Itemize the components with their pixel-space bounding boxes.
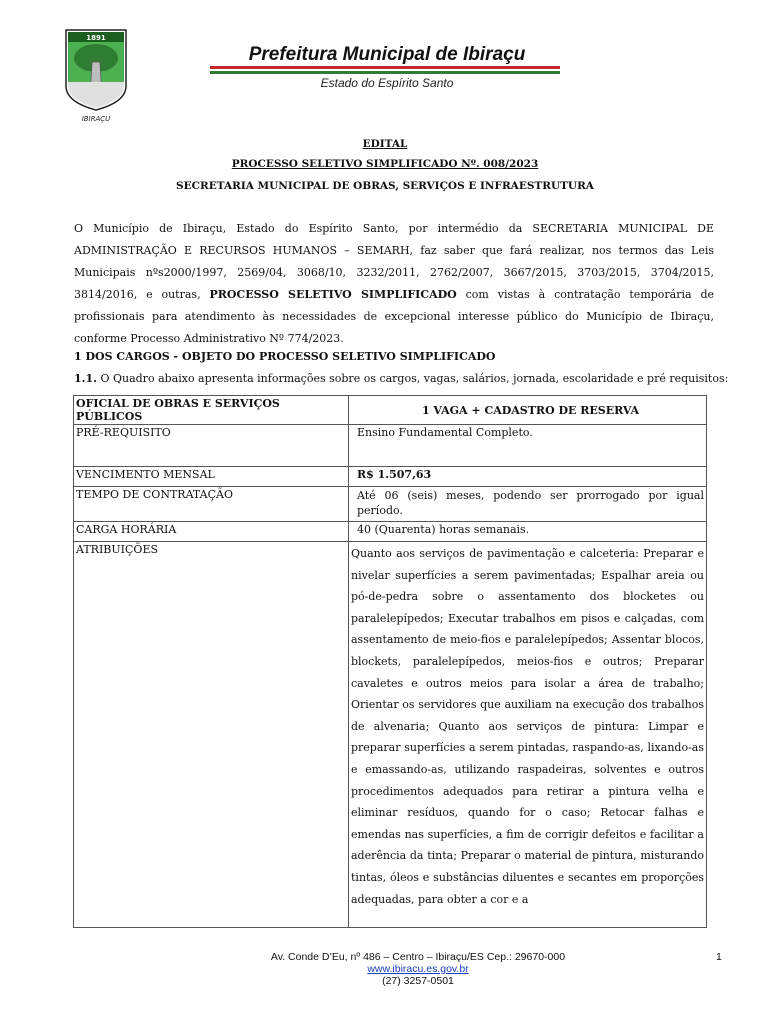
page-number: 1	[716, 951, 722, 963]
table-row	[74, 467, 707, 487]
edital-heading: EDITAL	[362, 138, 408, 150]
processo-heading: PROCESSO SELETIVO SIMPLIFICADO Nº. 008/2023	[231, 158, 539, 170]
row-label: ATRIBUIÇÕES	[74, 542, 349, 928]
intro-paragraph: O Município de Ibiraçu, Estado do Espírito Santo, por intermédio da SECRETARIA MUNICIPAL DE ADMINISTRAÇÃO E RECURSOS HUMANOS – SEMARH, faz saber que fará realizar, nos termos das Leis Municipais nºs2000/1997, 2569/04, 3068/10, 3232/2011, 2762/2007, 3667/2015, 3703/2015, 3704/2015, 3814/2016, e outras, PROCESSO SELETIVO SIMPLIFICADO com vistas à contratação temporária de profissionais para atendimento às necessidades de excepcional interesse público do Município de Ibiraçu, conforme Processo Administrativo Nº 774/2023.	[74, 222, 714, 345]
row-value: Ensino Fundamental Completo.	[349, 425, 707, 467]
header-title: Prefeitura Municipal de Ibiraçu	[248, 44, 526, 65]
municipal-coat-of-arms	[62, 28, 130, 124]
svg-text:IBIRAÇU: IBIRAÇU	[81, 115, 111, 123]
footer-website-link[interactable]: www.ibiracu.es.gov.br	[367, 963, 469, 975]
header-subtitle: Estado do Espírito Santo	[320, 76, 454, 90]
cargo-table	[73, 395, 707, 928]
section-title: 1 DOS CARGOS - OBJETO DO PROCESSO SELETIVO SIMPLIFICADO	[74, 350, 496, 363]
row-label: PRÉ-REQUISITO	[74, 425, 349, 467]
secretaria-heading: SECRETARIA MUNICIPAL DE OBRAS, SERVIÇOS E INFRAESTRUTURA	[176, 180, 594, 192]
row-label: CARGA HORÁRIA	[74, 522, 349, 542]
vagas: 1 VAGA + CADASTRO DE RESERVA	[349, 396, 707, 425]
table-row	[74, 542, 707, 928]
table-row	[74, 396, 707, 425]
header-rule-red	[210, 66, 560, 69]
row-value: R$ 1.507,63	[349, 467, 707, 487]
footer-phone: (27) 3257-0501	[382, 975, 454, 987]
item-1-1: 1.1. O Quadro abaixo apresenta informações sobre os cargos, vagas, salários, jornada, escolaridade e pré requisitos:	[74, 372, 729, 385]
row-label: VENCIMENTO MENSAL	[74, 467, 349, 487]
row-label: TEMPO DE CONTRATAÇÃO	[74, 487, 349, 522]
table-row	[74, 522, 707, 542]
row-value: 40 (Quarenta) horas semanais.	[349, 522, 707, 542]
cargo-name: OFICIAL DE OBRAS E SERVIÇOS PÚBLICOS	[74, 396, 349, 425]
header-rule-green	[210, 71, 560, 74]
intro-bold: PROCESSO SELETIVO SIMPLIFICADO	[209, 288, 457, 301]
footer-address: Av. Conde D’Eu, nº 486 – Centro – Ibiraçu/ES Cep.: 29670-000	[270, 951, 566, 963]
footer	[200, 951, 636, 987]
table-row	[74, 425, 707, 467]
svg-text:1891: 1891	[86, 34, 106, 42]
table-row	[74, 487, 707, 522]
row-value: Até 06 (seis) meses, podendo ser prorrogado por igual período.	[349, 487, 707, 522]
row-value: Quanto aos serviços de pavimentação e calceteria: Preparar e nivelar superfícies a serem pavimentadas; Espalhar areia ou pó-de-pedra sobre o assentamento dos blocketes ou paralelepípedos; Executar trabalhos em pisos e calçadas, com assentamento de meio-fios e paralelepípedos; Assentar blocos, blockets, paralelepípedos, meios-fios e outros; Preparar cavaletes e outros meios para isolar a área de trabalho; Orientar os servidores que auxiliam na execução dos trabalhos de alvenaria; Quanto aos serviços de pintura: Limpar e preparar superfícies a serem pintadas, raspando-as, lixando-as e emassando-as, utilizando raspadeiras, solventes e outros procedimentos adequados para retirar a pintura velha e eliminar resíduos, quando for o caso; Retocar falhas e emendas nas superfícies, a fim de corrigir defeitos e facilitar a aderência da tinta; Preparar o material de pintura, misturando tintas, óleos e substâncias diluentes e secantes em proporções adequadas, para obter a cor e a	[349, 542, 707, 928]
